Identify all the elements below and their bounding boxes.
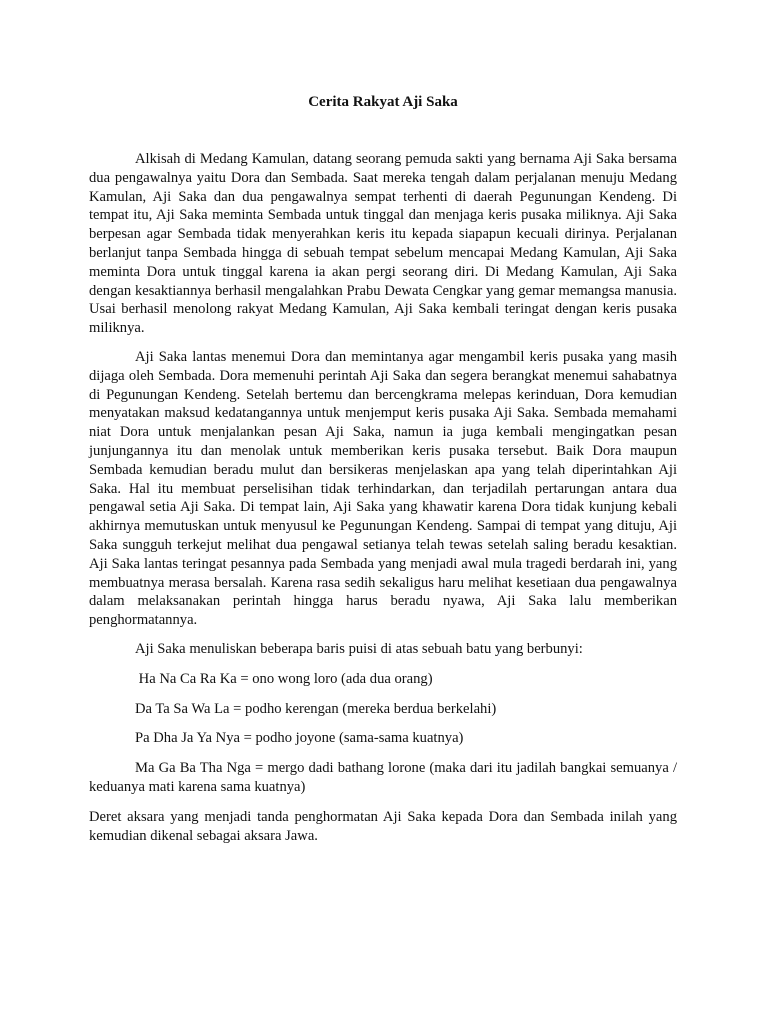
verse-line-2: Da Ta Sa Wa La = podho kerengan (mereka berdua berkelahi) xyxy=(135,700,497,717)
verse-line-3: Pa Dha Ja Ya Nya = podho joyone (sama-sama kuatnya) xyxy=(135,730,464,747)
closing-paragraph: Deret aksara yang menjadi tanda penghormatan Aji Saka kepada Dora dan Sembada inilah yang kemudian dikenal sebagai aksara Jawa. xyxy=(89,808,677,844)
verse-line-1: Ha Na Ca Ra Ka = ono wong loro (ada dua orang) xyxy=(135,670,433,687)
paragraph-2: Aji Saka lantas menemui Dora dan memintanya agar mengambil keris pusaka yang masih dijaga oleh Sembada. Dora memenuhi perintah Aji Saka dan segera berangkat menemui sahabatnya di Pegunungan Kendeng. Setelah bertemu dan bercengkrama melepas kerinduan, Dora kemudian menyatakan maksud kedatangannya untuk menjemput keris pusaka Aji Saka. Sembada memahami niat Dora untuk menjalankan pesan Aji Saka, namun ia juga kembali mengingatkan pesan junjungannya itu dan menolak untuk memberikan keris pusaka tersebut. Baik Dora maupun Sembada kemudian beradu mulut dan bersikeras menjelaskan apa yang telah diperintahkan Aji Saka. Hal itu membuat perselisihan tidak terhindarkan, dan terjadilah pertarungan antara dua pengawal setia Aji Saka. Di tempat lain, Aji Saka yang khawatir karena Dora tidak kunjung kebali akhirnya memutuskan untuk menyusul ke Pegunungan Kendeng. Sampai di tempat yang dituju, Aji Saka sungguh terkejut melihat dua pengawal setianya telah tewas setelah saling beradu kesaktian. Aji Saka lantas teringat pesannya pada Sembada yang menjadi awal mula tragedi berdarah ini, yang membuatnya merasa bersalah. Karena rasa sedih sekaligus haru melihat kesetiaan dua pengawalnya dalam melaksanakan perintah hingga harus beradu nyawa, Aji Saka lalu memberikan penghormatannya. xyxy=(89,348,677,629)
verse-line-4: Ma Ga Ba Tha Nga = mergo dadi bathang lorone (maka dari itu jadilah bangkai semuanya / keduanya mati karena sama kuatnya) xyxy=(89,760,677,795)
paragraph-3: Aji Saka menuliskan beberapa baris puisi di atas sebuah batu yang berbunyi: xyxy=(135,640,583,657)
paragraph-1: Alkisah di Medang Kamulan, datang seorang pemuda sakti yang bernama Aji Saka bersama dua pengawalnya yaitu Dora dan Sembada. Saat mereka tengah dalam perjalanan menuju Medang Kamulan, Aji Saka dan dua pengawalnya sempat terhenti di daerah Pegunungan Kendeng. Di tempat itu, Aji Saka meminta Sembada untuk tinggal dan menjaga keris pusaka miliknya. Aji Saka berpesan agar Sembada tidak menyerahkan keris itu kepada siapapun kecuali dirinya. Perjalanan berlanjut tanpa Sembada hingga di sebuah tempat sebelum mencapai Medang Kamulan, Aji Saka meminta Dora untuk tinggal karena ia akan pergi seorang diri. Di Medang Kamulan, Aji Saka dengan kesaktiannya berhasil mengalahkan Prabu Dewata Cengkar yang gemar memangsa manusia. Usai berhasil menolong rakyat Medang Kamulan, Aji Saka kembali teringat dengan keris pusaka miliknya. xyxy=(89,151,677,337)
document-body xyxy=(89,150,677,855)
document-title: Cerita Rakyat Aji Saka xyxy=(308,94,458,110)
